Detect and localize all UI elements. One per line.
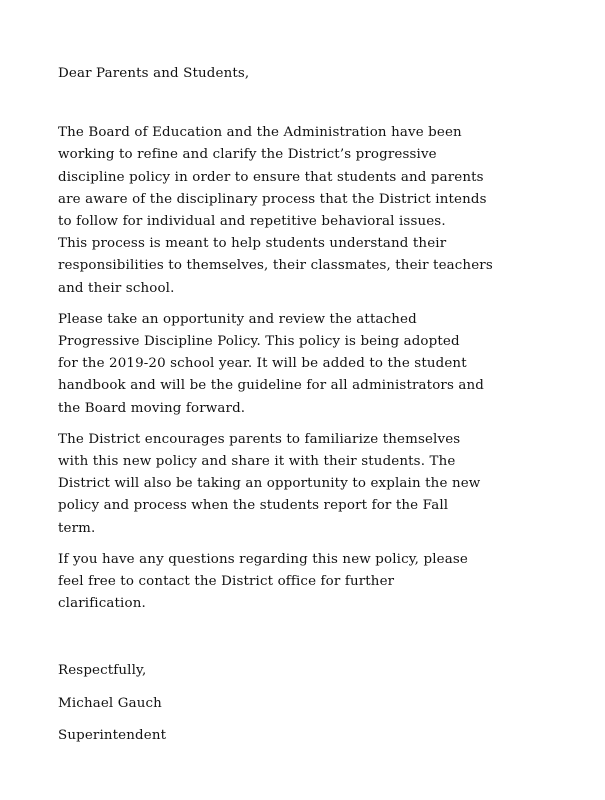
signer-name: Michael Gauch: [58, 695, 162, 711]
paragraph-review-policy: Please take an opportunity and review the attached Progressive Discipline Policy. This policy is being adopted for the 2019-20 school year. It will be added to the student handbook and will be the guideline for all administrators and the Board moving forward.: [58, 311, 485, 416]
salutation: Dear Parents and Students,: [58, 66, 250, 81]
paragraph-parents-encouraged: The District encourages parents to familiarize themselves with this new policy and share it with their students. The District will also be taking an opportunity to explain the new policy and process when the students report for the Fall term.: [58, 431, 481, 536]
letter-body: [58, 63, 588, 747]
paragraph-contact: If you have any questions regarding this new policy, please feel free to contact the District office for further clarification.: [58, 551, 468, 612]
closing: Respectfully,: [58, 663, 147, 679]
paragraph-policy-intro: The Board of Education and the Administration have been working to refine and clarify the District’s progressive discipline policy in order to ensure that students and parents are aware of the disciplinary process that the District intends to follow for individual and repetitive behavioral issues. This process is meant to help students understand their responsibilities to themselves, their classmates, their teachers and their school.: [58, 125, 493, 296]
signer-title: Superintendent: [58, 727, 167, 743]
